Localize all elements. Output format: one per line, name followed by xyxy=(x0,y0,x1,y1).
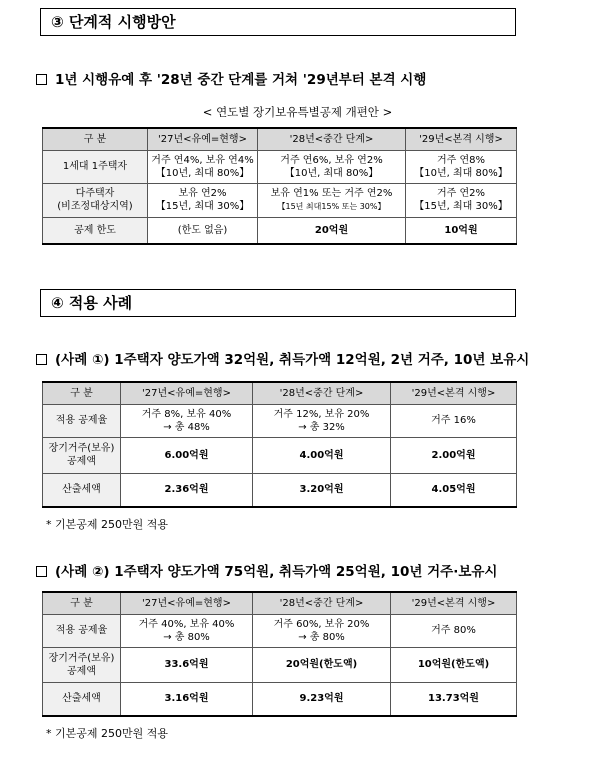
cell-line: → 총 80% xyxy=(298,631,345,643)
case-1-note: * 기본공제 250만원 적용 xyxy=(46,518,168,531)
table-row xyxy=(43,647,517,682)
table-cell xyxy=(148,150,258,183)
row-label: 1세대 1주택자 xyxy=(43,150,148,183)
case-1-table xyxy=(42,381,517,508)
case-2-heading-text: (사례 ②) 1주택자 양도가액 75억원, 취득가액 25억원, 10년 거주·보유시 xyxy=(55,564,498,580)
header-cell: '28년<중간 단계> xyxy=(253,382,391,404)
table-cell: 2.36억원 xyxy=(121,473,253,507)
cell-line: 【15년 최대15% 또는 30%】 xyxy=(277,202,386,211)
table-row xyxy=(43,183,517,217)
table-cell xyxy=(121,404,253,437)
section-3-title: ③ 단계적 시행방안 xyxy=(51,13,176,31)
header-cell: '28년<중간 단계> xyxy=(253,592,391,614)
table-cell xyxy=(406,183,517,217)
table-row xyxy=(43,404,517,437)
table-1-header-row xyxy=(43,128,517,150)
row-label xyxy=(43,437,121,473)
table-cell: 거주 80% xyxy=(391,614,517,647)
cell-line: 보유 연2% xyxy=(178,188,227,199)
row-label: 공제 한도 xyxy=(43,217,148,244)
table-cell: 4.00억원 xyxy=(253,437,391,473)
section-4-title: ④ 적용 사례 xyxy=(51,294,133,312)
table-cell: 3.16억원 xyxy=(121,682,253,716)
header-cell: '27년<유예=현행> xyxy=(121,382,253,404)
table-cell: 13.73억원 xyxy=(391,682,517,716)
table-cell xyxy=(253,404,391,437)
table-cell: 3.20억원 xyxy=(253,473,391,507)
label-line: 공제액 xyxy=(67,456,96,467)
table-cell: 9.23억원 xyxy=(253,682,391,716)
heading-1 xyxy=(36,68,426,88)
section-3-title-box xyxy=(40,8,516,36)
cell-line: 거주 12%, 보유 20% xyxy=(273,408,370,420)
header-cell: '29년<본격 시행> xyxy=(406,128,517,150)
cell-line: 거주 40%, 보유 40% xyxy=(138,618,235,630)
table-cell xyxy=(148,183,258,217)
table-cell xyxy=(258,183,406,217)
label-line: (비조정대상지역) xyxy=(57,201,133,212)
table-cell xyxy=(258,150,406,183)
cell-line: 【15년, 최대 30%】 xyxy=(414,201,508,212)
table-cell: 거주 16% xyxy=(391,404,517,437)
checkbox-icon xyxy=(36,74,47,85)
header-cell: '27년<유예=현행> xyxy=(148,128,258,150)
checkbox-icon xyxy=(36,354,47,365)
case-1-heading xyxy=(36,348,529,368)
table-1 xyxy=(42,127,517,245)
table-1-caption: < 연도별 장기보유특별공제 개편안 > xyxy=(202,105,393,119)
header-cell: 구 분 xyxy=(43,592,121,614)
table-header-row xyxy=(43,592,517,614)
cell-line: → 총 80% xyxy=(163,631,210,643)
table-cell: (한도 없음) xyxy=(148,217,258,244)
label-line: 공제액 xyxy=(67,665,96,677)
cell-line: → 총 32% xyxy=(298,421,345,433)
table-row xyxy=(43,614,517,647)
header-cell: '29년<본격 시행> xyxy=(391,382,517,404)
label-line: 장기거주(보유) xyxy=(48,652,115,664)
cell-line: 거주 연8% xyxy=(436,154,486,166)
case-2-note: * 기본공제 250만원 적용 xyxy=(46,727,168,740)
table-row xyxy=(43,217,517,244)
checkbox-icon xyxy=(36,566,47,577)
header-cell: '27년<유예=현행> xyxy=(121,592,253,614)
table-row xyxy=(43,473,517,507)
table-row xyxy=(43,682,517,716)
table-cell: 33.6억원 xyxy=(121,647,253,682)
table-cell: 20억원(한도액) xyxy=(253,647,391,682)
table-cell xyxy=(406,150,517,183)
header-cell: '28년<중간 단계> xyxy=(258,128,406,150)
case-2-table xyxy=(42,591,517,717)
cell-line: 【15년, 최대 30%】 xyxy=(155,201,250,212)
label-line: 장기거주(보유) xyxy=(48,443,115,454)
header-cell: 구 분 xyxy=(43,382,121,404)
header-cell: '29년<본격 시행> xyxy=(391,592,517,614)
table-cell: 10억원(한도액) xyxy=(391,647,517,682)
row-label: 적용 공제율 xyxy=(43,614,121,647)
cell-line: 【10년, 최대 80%】 xyxy=(155,167,250,179)
table-row xyxy=(43,150,517,183)
cell-line: 거주 연4%, 보유 연4% xyxy=(151,154,254,166)
row-label: 산출세액 xyxy=(43,473,121,507)
cell-line: → 총 48% xyxy=(163,421,210,433)
cell-line: 【10년, 최대 80%】 xyxy=(414,167,508,179)
cell-line: 거주 연2% xyxy=(436,188,486,199)
cell-line: 【10년, 최대 80%】 xyxy=(284,167,379,179)
table-cell xyxy=(253,614,391,647)
heading-1-text: 1년 시행유예 후 '28년 중간 단계를 거쳐 '29년부터 본격 시행 xyxy=(55,72,427,88)
header-cell: 구 분 xyxy=(43,128,148,150)
table-cell: 10억원 xyxy=(406,217,517,244)
case-2-heading xyxy=(36,560,497,580)
row-label xyxy=(43,183,148,217)
table-row xyxy=(43,437,517,473)
table-cell: 6.00억원 xyxy=(121,437,253,473)
cell-line: 거주 8%, 보유 40% xyxy=(141,408,232,420)
case-1-heading-text: (사례 ①) 1주택자 양도가액 32억원, 취득가액 12억원, 2년 거주, 10년 보유시 xyxy=(55,352,530,368)
cell-line: 보유 연1% 또는 거주 연2% xyxy=(270,188,393,199)
cell-line: 거주 연6%, 보유 연2% xyxy=(280,154,383,166)
table-cell xyxy=(121,614,253,647)
table-cell: 20억원 xyxy=(258,217,406,244)
cell-line: 거주 60%, 보유 20% xyxy=(273,618,370,630)
row-label xyxy=(43,647,121,682)
label-line: 다주택자 xyxy=(75,188,115,199)
row-label: 산출세액 xyxy=(43,682,121,716)
table-cell: 4.05억원 xyxy=(391,473,517,507)
section-4-title-box xyxy=(40,289,516,317)
table-cell: 2.00억원 xyxy=(391,437,517,473)
row-label: 적용 공제율 xyxy=(43,404,121,437)
table-header-row xyxy=(43,382,517,404)
